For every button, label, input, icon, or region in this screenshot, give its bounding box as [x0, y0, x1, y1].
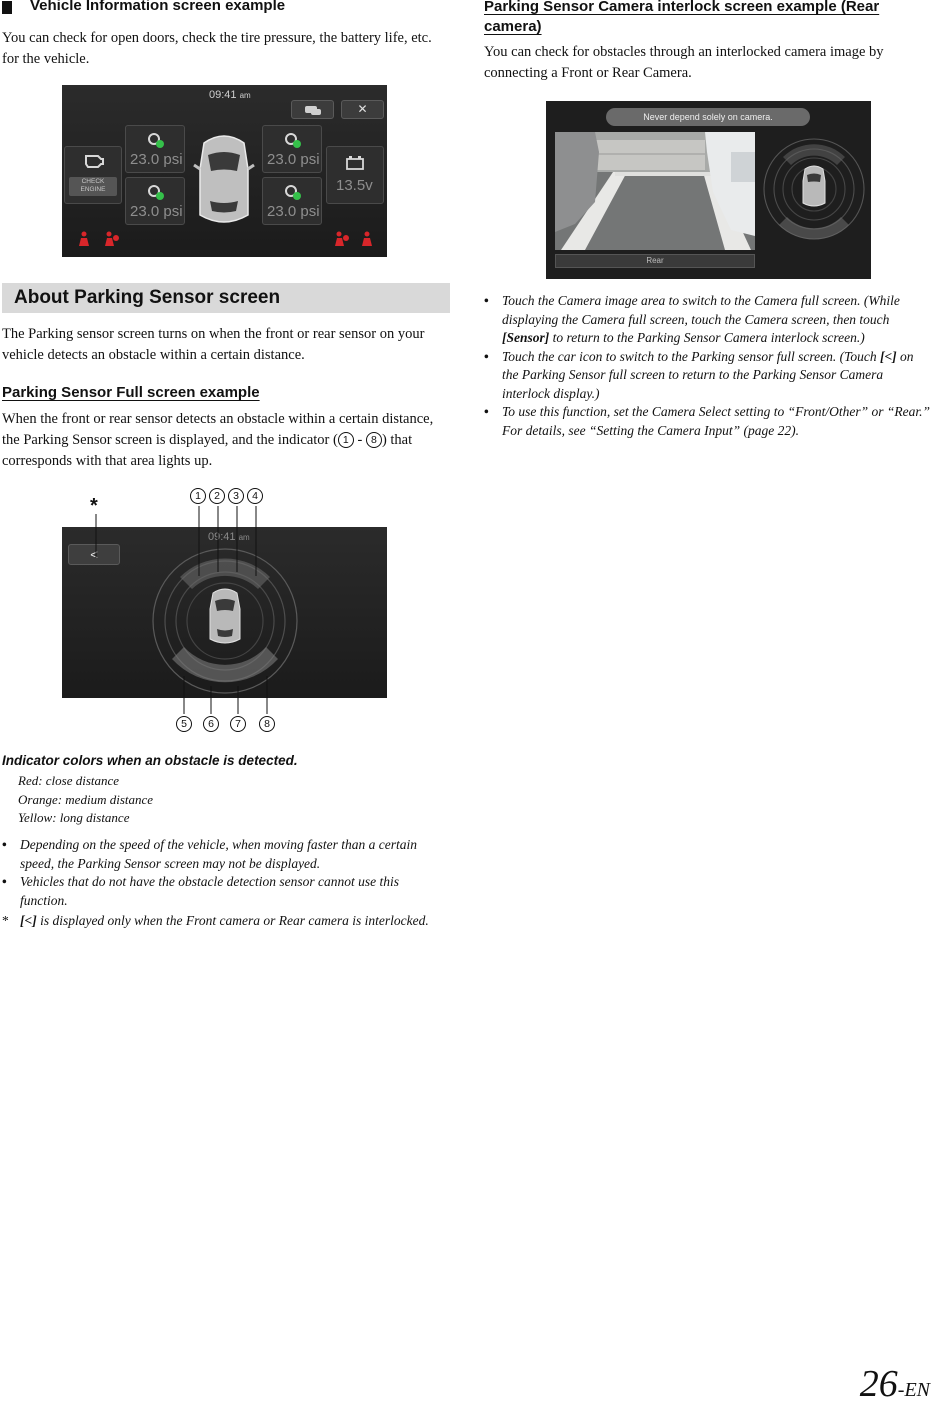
note-text: To use this function, set the Camera Select setting to “Front/Other” or “Rear.” For details, see “Setting the Camera Input” (page 22). — [502, 404, 931, 438]
vi-car-mode-button[interactable] — [291, 100, 334, 119]
battery-tile[interactable] — [326, 146, 384, 204]
note-text: Depending on the speed of the vehicle, when moving faster than a certain speed, the Parking Sensor screen may not be displayed. — [20, 837, 418, 871]
vi-close-button[interactable] — [341, 100, 384, 119]
tire-fr-value: 23.0 psi — [267, 151, 320, 168]
engine-icon — [82, 151, 106, 169]
vi-time: 09:41 — [209, 89, 237, 101]
star-note-text: is displayed only when the Front camera or Rear camera is interlocked. — [36, 913, 429, 928]
note-item — [2, 873, 438, 910]
seatbelt-warning-icon — [360, 231, 374, 247]
note-text: to return to the Parking Sensor Camera interlock screen.) — [549, 330, 865, 345]
right-notes — [484, 292, 930, 440]
parking-section-text: The Parking sensor screen turns on when the front or rear sensor on your vehicle detects an obstacle within a certain distance. — [2, 326, 425, 363]
full-text-b: ) that corresponds with that area lights up. — [2, 432, 413, 469]
interlock-title: Parking Sensor Camera interlock screen example (Rear camera) — [484, 0, 880, 35]
ps-time: 09:41 — [208, 531, 236, 543]
full-text-dash: - — [353, 432, 366, 448]
car-mode-icon — [292, 101, 333, 118]
vehicle-info-screen — [62, 85, 387, 257]
vi-heading — [2, 0, 442, 18]
camera-interlock-screen — [546, 101, 871, 279]
asterisk-callout: * — [90, 495, 98, 517]
parking-section-title: About Parking Sensor screen — [2, 283, 450, 313]
full-screen-text — [2, 409, 450, 472]
camera-image-area[interactable] — [555, 132, 755, 250]
note-item — [2, 910, 438, 931]
page-number-suffix: -EN — [897, 1379, 930, 1401]
indicator-lines — [18, 772, 153, 828]
bullet-mark: • — [2, 874, 7, 889]
banner-text: Never depend solely on camera. — [643, 112, 773, 122]
note-item — [484, 403, 930, 440]
callout-3: 3 — [228, 488, 244, 504]
car-top-icon[interactable] — [190, 129, 258, 229]
indicator-orange: Orange: medium distance — [18, 791, 154, 807]
tire-rl-value: 23.0 psi — [130, 203, 183, 220]
interlock-text: You can check for obstacles through an interlocked camera image by connecting a Front or Rear Camera. — [484, 44, 884, 81]
callout-lines — [60, 500, 290, 720]
star-mark: * — [2, 913, 9, 928]
bullet-mark: • — [484, 348, 489, 364]
page-number-value: 26 — [859, 1363, 898, 1405]
ps-ampm: am — [238, 533, 250, 542]
full-text-a: When the front or rear sensor detects an obstacle within a certain distance, the Parking Sensor screen is displayed, and the indicator ( — [2, 411, 434, 448]
camera-scene — [555, 132, 755, 250]
airbag-warning-icon — [334, 231, 350, 247]
callout-4: 4 — [247, 488, 263, 504]
tire-fl-value: 23.0 psi — [130, 151, 183, 168]
tire-rr-value: 23.0 psi — [267, 203, 320, 220]
full-screen-title: Parking Sensor Full screen example — [2, 384, 260, 401]
indicator-yellow: Yellow: long distance — [18, 810, 130, 825]
note-text: Touch the car icon to switch to the Parking sensor full screen. (Touch — [502, 348, 880, 364]
callout-5: 5 — [176, 716, 192, 732]
vi-clock — [209, 89, 251, 101]
tire-fr-tile[interactable] — [262, 125, 322, 173]
battery-value: 13.5v — [336, 177, 373, 194]
callout-2: 2 — [209, 488, 225, 504]
tire-rr-tile[interactable] — [262, 177, 322, 225]
callout-1: 1 — [190, 488, 206, 504]
bullet-mark: • — [484, 293, 489, 308]
back-key: [<] — [20, 913, 37, 928]
check-engine-line2: ENGINE — [80, 186, 106, 193]
indicator-1-ref: 1 — [338, 432, 354, 448]
bullet-mark: • — [2, 837, 7, 852]
airbag-warning-icon — [104, 231, 120, 247]
callout-8: 8 — [259, 716, 275, 732]
check-engine-tile[interactable] — [64, 146, 122, 204]
tire-fl-tile[interactable] — [125, 125, 185, 173]
note-item — [484, 348, 930, 404]
bullet-mark: • — [484, 404, 489, 419]
indicator-heading: Indicator colors when an obstacle is detected. — [2, 753, 298, 768]
check-engine-line1: CHECK — [81, 178, 105, 185]
note-text: Vehicles that do not have the obstacle detection sensor cannot use this function. — [20, 874, 400, 908]
callout-7: 7 — [230, 716, 246, 732]
note-text: Touch the Camera image area to switch to the Camera full screen. (While displaying the Camera full screen, touch the Camera screen, then touch — [502, 293, 900, 327]
vi-ampm: am — [239, 91, 251, 100]
battery-icon — [345, 155, 365, 171]
callout-6: 6 — [203, 716, 219, 732]
back-key: [<] — [879, 348, 897, 364]
tire-ok-icon — [156, 140, 164, 148]
camera-warning-banner — [606, 108, 810, 126]
camera-label: Rear — [646, 256, 664, 265]
tire-ok-icon — [293, 140, 301, 148]
note-item — [2, 836, 438, 873]
tire-ok-icon — [293, 192, 301, 200]
indicator-8-ref: 8 — [366, 432, 382, 448]
camera-label-bar — [555, 254, 755, 268]
heading-square — [2, 1, 12, 14]
page-number — [860, 1362, 930, 1406]
tire-rl-tile[interactable] — [125, 177, 185, 225]
indicator-red: Red: close distance — [18, 773, 120, 788]
close-icon: ✕ — [357, 102, 368, 116]
vi-title: Vehicle Information screen example — [30, 0, 286, 14]
note-text: on the Parking Sensor full screen to return to the Parking Sensor Camera interlock display.) — [502, 348, 914, 401]
seatbelt-warning-icon — [77, 231, 91, 247]
bottom-callouts — [176, 716, 286, 736]
left-notes — [2, 836, 438, 931]
sensor-key: [Sensor] — [502, 330, 550, 345]
car-top-icon[interactable] — [800, 163, 828, 209]
tire-ok-icon — [156, 192, 164, 200]
vi-text: You can check for open doors, check the tire pressure, the battery life, etc. for the vehicle. — [2, 30, 432, 67]
note-item — [484, 292, 930, 348]
back-icon: < — [90, 547, 98, 562]
check-engine-badge — [69, 177, 117, 196]
